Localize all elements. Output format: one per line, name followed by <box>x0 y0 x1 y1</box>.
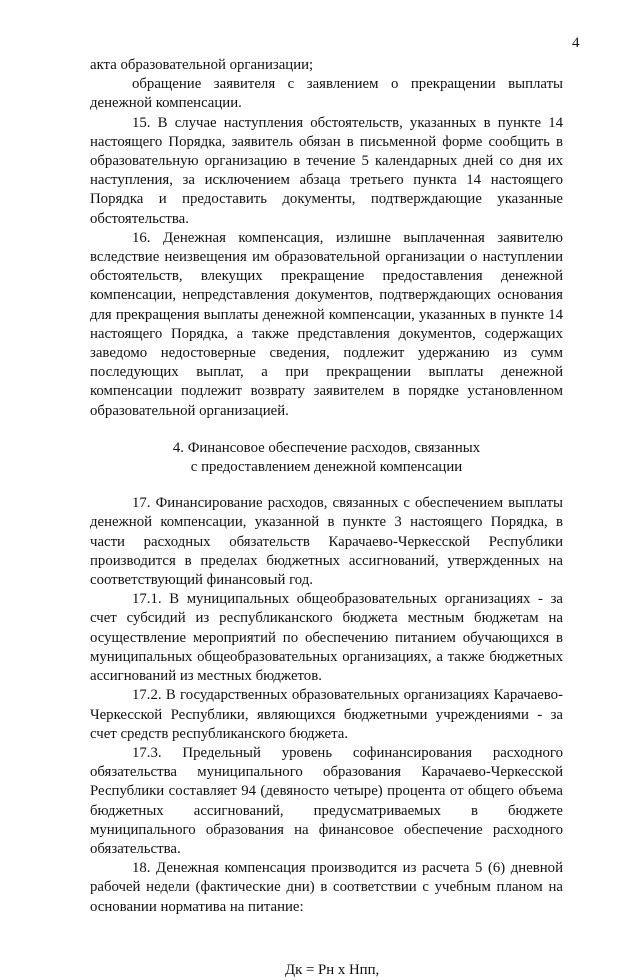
paragraph-clause-17-3: 17.3. Предельный уровень софинансирования расходного обязательства муниципального образования Карачаево-Черкесской Республики составляет 94 (девяносто четыре) процента от общего объема бюджетных ассигнований, предусматриваемых в бюджете муниципального образования на финансовое обеспечение расходного обязательства. <box>90 744 563 857</box>
paragraph-clause-17-2: 17.2. В государственных образовательных организациях Карачаево-Черкесской Республики, являющихся бюджетными учреждениями - за счет средств республиканского бюджета. <box>90 687 563 742</box>
paragraph-clause-18: 18. Денежная компенсация производится из расчета 5 (6) дневной рабочей недели (фактические дни) в соответствии с учебным планом на основании норматива на питание: <box>90 860 563 915</box>
document-body <box>90 56 563 980</box>
compensation-formula: Дк = Рн х Нпп, <box>285 961 380 978</box>
paragraph-clause-16: 16. Денежная компенсация, излишне выплаченная заявителю вследствие неизвещения им образовательной организации о наступлении обстоятельств, влекущих прекращение предоставления денежной компенсации, непредставления документов, подтверждающих основания для прекращения выплаты денежной компенсации, указанных в пункте 14 настоящего Порядка, а также представления документов, содержащих заведомо недостоверные сведения, подлежит удержанию из сумм последующих выплат, а при прекращении выплаты денежной компенсации подлежит возврату заявителем в порядке установленном образовательной организацией. <box>90 229 563 419</box>
paragraph-termination-request: обращение заявителя с заявлением о прекращении выплаты денежной компенсации. <box>90 76 563 112</box>
section-heading-line2: с предоставлением денежной компенсации <box>190 459 463 476</box>
page-number: 4 <box>572 35 580 51</box>
section-heading-line1: 4. Финансовое обеспечение расходов, связанных <box>172 439 481 456</box>
paragraph-continuation: акта образовательной организации; <box>90 57 314 73</box>
paragraph-clause-15: 15. В случае наступления обстоятельств, указанных в пункте 14 настоящего Порядка, заявитель обязан в письменной форме сообщить в образовательную организацию в течение 5 календарных дней со дня их наступления, за исключением абзаца третьего пункта 14 настоящего Порядка и предоставить документы, подтверждающие указанные обстоятельства. <box>90 114 563 227</box>
section-heading <box>90 439 563 477</box>
paragraph-clause-17-1: 17.1. В муниципальных общеобразовательных организациях - за счет субсидий из республиканского бюджета местным бюджетам на осуществление мероприятий по обеспечению питанием обучающихся в муниципальных общеобразовательных организациях, а также бюджетных ассигнований из местных бюджетов. <box>90 591 563 685</box>
paragraph-clause-17: 17. Финансирование расходов, связанных с обеспечением выплаты денежной компенсации, указанной в пункте 3 настоящего Порядка, в части расходных обязательств Карачаево-Черкесской Республики производится в пределах бюджетных ассигнований, утвержденных на соответствующий финансовый год. <box>90 495 563 589</box>
